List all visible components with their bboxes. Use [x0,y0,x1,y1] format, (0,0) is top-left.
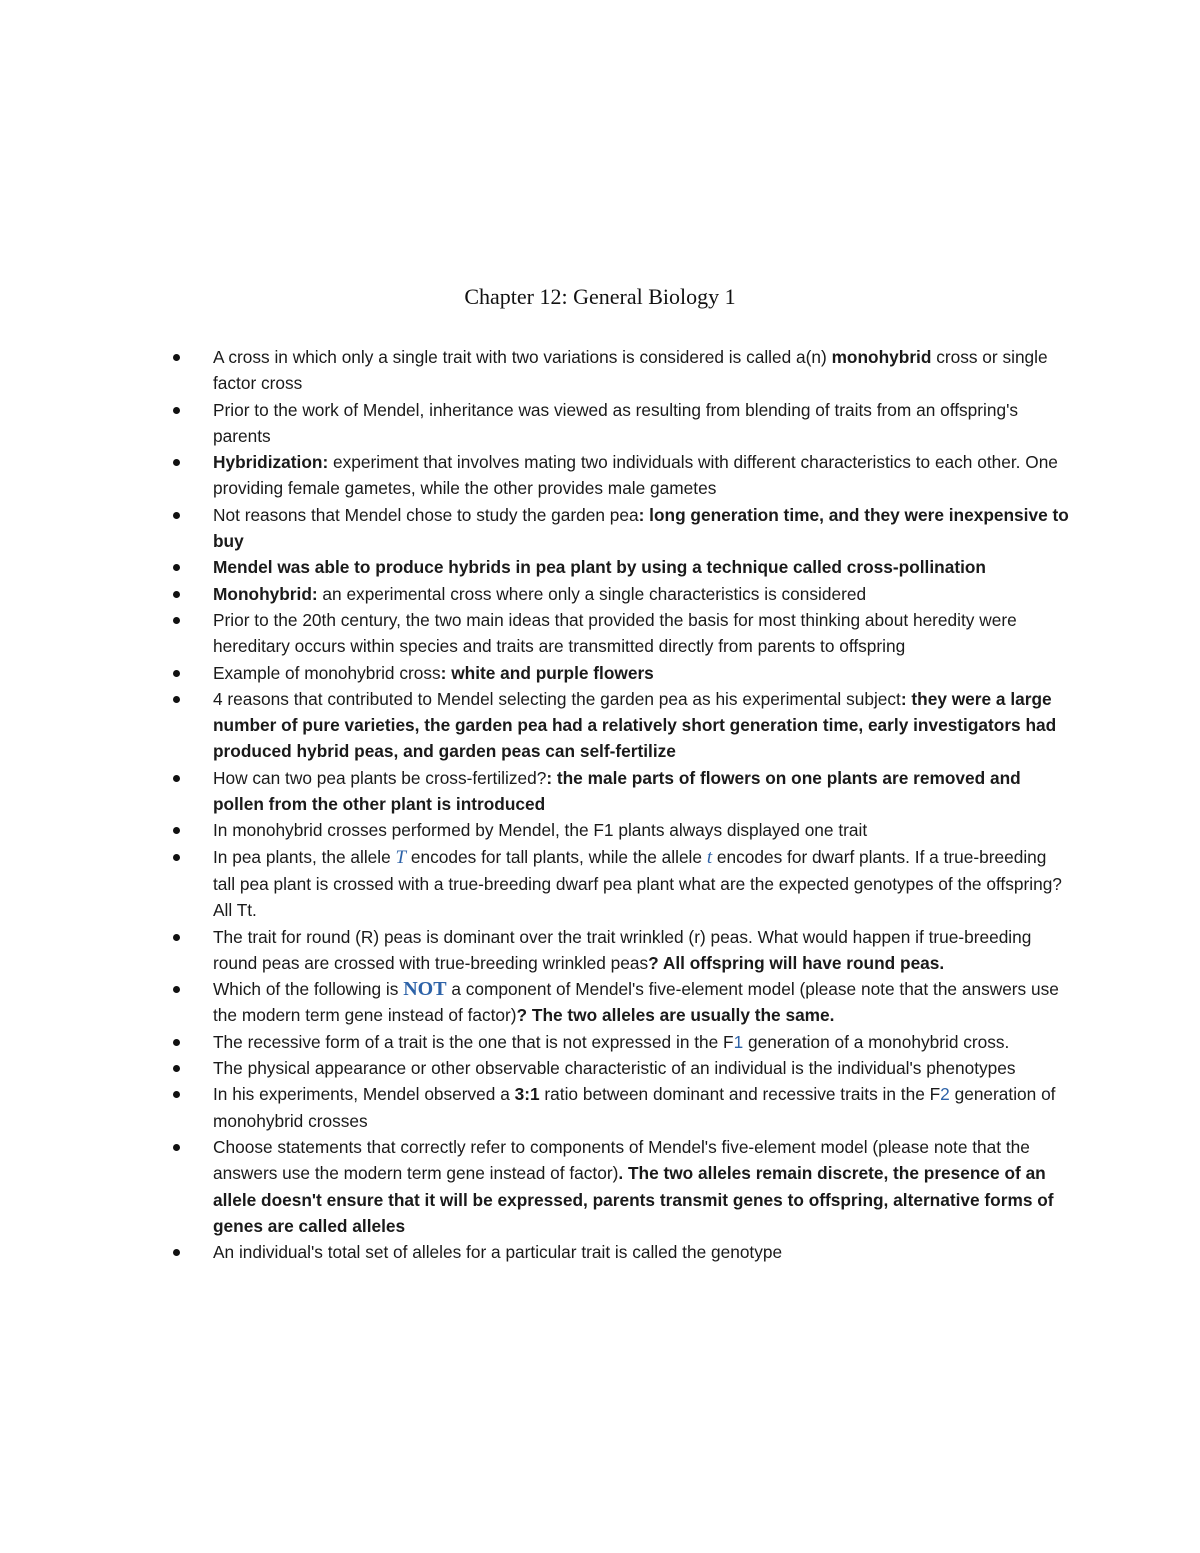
list-item [213,1134,1073,1239]
list-item [213,1055,1073,1081]
list-item [213,660,1073,686]
list-item-text: The trait for round (R) peas is dominant over the trait wrinkled (r) peas. What would happen if true-breeding round peas are crossed with true-breeding wrinkled peas [213,926,1032,973]
list-item [213,924,1073,977]
list-item-text: How can two pea plants be cross-fertilized? [213,767,547,788]
list-item-text: 3:1 [514,1084,540,1105]
list-item-text: In his experiments, Mendel observed a [213,1084,515,1105]
list-item-text: 4 reasons that contributed to Mendel selecting the garden pea as his experimental subject [213,688,901,709]
bullet-icon [173,407,180,414]
list-item [213,1239,1073,1265]
list-item-text: An individual's total set of alleles for a particular trait is called the genotype [213,1242,783,1263]
list-item [213,976,1073,1029]
list-item [213,581,1073,607]
list-item-text: Choose statements that correctly refer to components of Mendel's five-element model (please note that the answers use the modern term gene instead of factor) [213,1136,1030,1184]
list-item [213,607,1073,660]
bullet-icon [173,696,180,703]
list-item-text: The physical appearance or other observable characteristic of an individual is the individual's phenotypes [213,1058,1016,1079]
list-item-text: ? All offspring will have round peas. [648,952,945,973]
list-item [213,1081,1073,1134]
bullet-icon [173,591,180,598]
list-item-text: monohybrid [831,347,932,367]
bullet-icon [173,934,180,941]
bullet-icon [173,670,180,677]
list-item-text: In monohybrid crosses performed by Mendel, the F1 plants always displayed one trait [213,820,868,841]
bullet-icon [173,617,180,624]
list-item-text: generation of monohybrid crosses [213,1084,1056,1131]
bullet-icon [173,986,180,993]
bullet-icon [173,512,180,519]
list-item-text: cross or single factor cross [213,347,1048,394]
bullet-icon [173,459,180,466]
list-item [213,1029,1073,1055]
list-item [213,765,1073,818]
list-item-text: an experimental cross where only a single characteristics is considered [317,583,867,604]
list-item-text: : the male parts of flowers on one plants are removed and pollen from the other plant is introduced [213,767,1021,815]
bullet-icon [173,1091,180,1098]
list-item [213,554,1073,580]
bullet-icon [173,854,180,861]
list-item-text: Example of monohybrid cross [213,662,441,683]
list-item-text: t [706,846,713,868]
list-item [213,344,1073,397]
list-item [213,502,1073,555]
list-item-text: The recessive form of a trait is the one that is not expressed in the F [213,1031,734,1052]
list-item-text: Monohybrid: [213,583,318,604]
list-item-text: Mendel was able to produce hybrids in pea plant by using a technique called cross-pollination [213,557,986,578]
bullet-icon [173,1065,180,1072]
list-item-text: ratio between dominant and recessive traits in the F [539,1084,941,1105]
bullet-icon [173,1249,180,1256]
list-item-text: experiment that involves mating two individuals with different characteristics to each other. One providing female gametes, while the other provides male gametes [213,452,1058,499]
list-item-text: : they were a large number of pure varieties, the garden pea had a relatively short generation time, early investigators had produced hybrid peas, and garden peas can self-fertilize [213,688,1057,762]
list-item-text: Prior to the work of Mendel, inheritance was viewed as resulting from blending of traits from an offspring's parents [213,399,1019,446]
bullet-icon [173,1039,180,1046]
list-item-text: 2 [940,1084,950,1105]
list-item-text: In pea plants, the allele [213,846,396,867]
list-item [213,686,1073,765]
list-item-text: : white and purple flowers [440,662,654,683]
page-title: Chapter 12: General Biology 1 [464,284,736,309]
list-item [213,817,1073,843]
bullet-icon [173,354,180,361]
list-item [213,449,1073,502]
list-item [213,397,1073,450]
list-item-text: NOT [403,978,447,1001]
list-item-text: encodes for tall plants, while the allele [406,846,707,867]
list-item-text: : long generation time, and they were inexpensive to buy [213,504,1069,552]
list-item-text: Which of the following is [213,979,404,1000]
list-item-text: T [395,846,407,868]
bullet-icon [173,1144,180,1151]
list-item-text: 1 [733,1031,744,1052]
bullet-icon [173,827,180,834]
bullet-list [213,344,1073,1265]
list-item-text: Not reasons that Mendel chose to study the garden pea [213,504,639,525]
list-item-text: encodes for dwarf plants. If a true-breeding tall pea plant is crossed with a true-breeding dwarf pea plant what are the expected genotypes of the offspring? All Tt. [213,846,1062,921]
list-item-text: ? The two alleles are usually the same. [516,1005,835,1026]
bullet-icon [173,564,180,571]
list-item-text: a component of Mendel's five-element model (please note that the answers use the modern term gene instead of factor) [213,979,1059,1026]
list-item-text: A cross in which only a single trait with two variations is considered is called a(n) [213,347,832,367]
bullet-icon [173,775,180,782]
list-item-text: Prior to the 20th century, the two main ideas that provided the basis for most thinking about heredity were hereditary occurs within species and traits are transmitted directly from parents to offspring [213,609,1017,657]
list-item-text: . The two alleles remain discrete, the presence of an allele doesn't ensure that it will be expressed, parents transmit genes to offspring, alternative forms of genes are called alleles [213,1163,1054,1236]
list-item-text: generation of a monohybrid cross. [743,1031,1010,1052]
list-item-text: Hybridization: [213,452,329,473]
list-item [213,844,1073,924]
